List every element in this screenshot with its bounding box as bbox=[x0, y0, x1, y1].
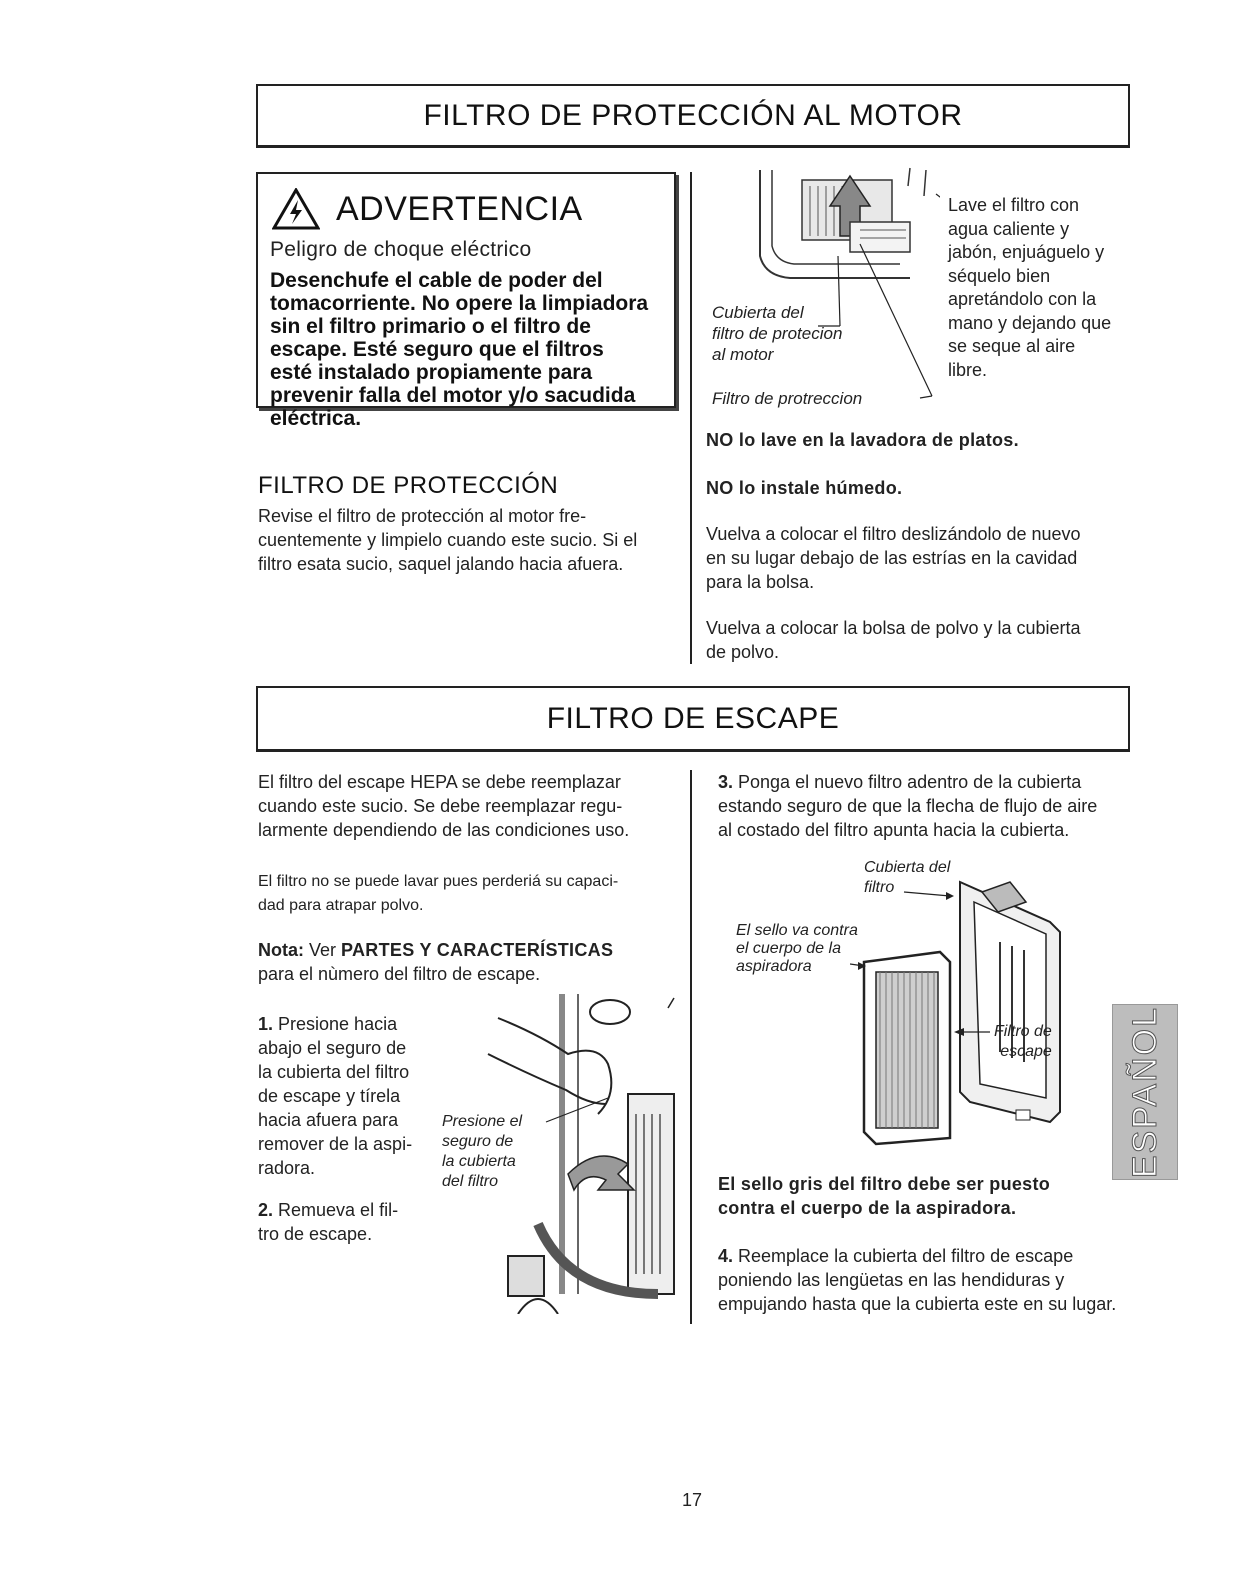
leader-lines bbox=[700, 180, 940, 420]
step-4: 4. Reemplace la cubierta del filtro de escape poniendo las lengüetas en las hendiduras y empujando hasta que la cubierta este en su lugar. bbox=[718, 1246, 1117, 1314]
page-number: 17 bbox=[682, 1490, 703, 1510]
parts-reference: PARTES Y CARACTERÍSTICAS bbox=[341, 940, 614, 960]
section-header-motor-filter bbox=[256, 84, 1130, 148]
gray-seal-note: El sello gris del filtro debe ser puesto contra el cuerpo de la aspiradora. bbox=[718, 1174, 1051, 1218]
column-divider bbox=[690, 770, 692, 1324]
step-2: 2. Remueva el fil- tro de escape. bbox=[258, 1200, 399, 1244]
warning-box bbox=[256, 172, 676, 430]
protection-filter-paragraph: Revise el filtro de protección al motor fre- cuentemente y limpielo cuando este sucio. Si el filtro esata sucio, saquel jalando hacia afuera. bbox=[258, 506, 638, 574]
warning-title: ADVERTENCIA bbox=[336, 189, 583, 228]
caption-press-latch: Presione el seguro de la cubierta del filtro bbox=[442, 1113, 523, 1190]
subheading-protection-filter: FILTRO DE PROTECCIÓN bbox=[258, 472, 559, 499]
section-title: FILTRO DE PROTECCIÓN AL MOTOR bbox=[423, 98, 963, 132]
parts-note: Nota: Ver PARTES Y CARACTERÍSTICAS para el nùmero del filtro de escape. bbox=[258, 940, 614, 984]
no-dishwasher-warning: NO lo lave en la lavadora de platos. bbox=[706, 430, 1019, 450]
section-header-exhaust-filter bbox=[256, 686, 1130, 752]
section-title: FILTRO DE ESCAPE bbox=[546, 701, 840, 735]
exhaust-filter-illustration bbox=[850, 862, 1080, 1152]
caption-protection-filter: Filtro de protreccion bbox=[712, 389, 863, 408]
exhaust-intro: El filtro del escape HEPA se debe reemplazar cuando este sucio. Se debe reemplazar regu- larmente dependiendo de las condiciones uso. bbox=[258, 772, 630, 840]
caption-motor-filter-cover: Cubierta del filtro de protecion al motor bbox=[712, 303, 843, 364]
warning-subtitle: Peligro de choque eléctrico bbox=[270, 238, 532, 261]
no-wet-warning: NO lo instale húmedo. bbox=[706, 478, 903, 498]
warning-text: Desenchufe el cable de poder del tomacorriente. No opere la limpiadora sin el filtro primario o el filtro de escape. Esté seguro que el filtros esté instalado propiamente para prevenir falla del motor y/o sacudida eléctrica. bbox=[270, 269, 649, 430]
column-divider bbox=[690, 172, 692, 664]
step-1: 1. Presione hacia abajo el seguro de la cubierta del filtro de escape y tírela hacia afuera para remover de la aspi- radora. bbox=[258, 1014, 413, 1178]
replace-filter-text: Vuelva a colocar el filtro deslizándolo de nuevo en su lugar debajo de las estrías en la cavidad para la bolsa. bbox=[706, 524, 1081, 592]
caption-filter-cover: Cubierta del filtro bbox=[864, 859, 951, 896]
step-3: 3. Ponga el nuevo filtro adentro de la cubierta estando seguro de que la flecha de flujo de aire al costado del filtro apunta hacia la cubierta. bbox=[718, 772, 1098, 840]
caption-seal: El sello va contra el cuerpo de la aspiradora bbox=[736, 922, 858, 975]
language-tab: ESPAÑOL bbox=[1112, 1004, 1178, 1180]
caption-exhaust-filter: Filtro de escape bbox=[994, 1023, 1052, 1060]
warning-triangle-icon bbox=[272, 188, 320, 230]
no-wash-note: El filtro no se puede lavar pues perderiá su capaci- dad para atrapar polvo. bbox=[258, 873, 619, 914]
wash-instructions: Lave el filtro con agua caliente y jabón, enjuáguelo y séquelo bien apretándolo con la mano y dejando que se seque al aire libre. bbox=[948, 195, 1112, 380]
replace-bag-text: Vuelva a colocar la bolsa de polvo y la cubierta de polvo. bbox=[706, 618, 1081, 662]
